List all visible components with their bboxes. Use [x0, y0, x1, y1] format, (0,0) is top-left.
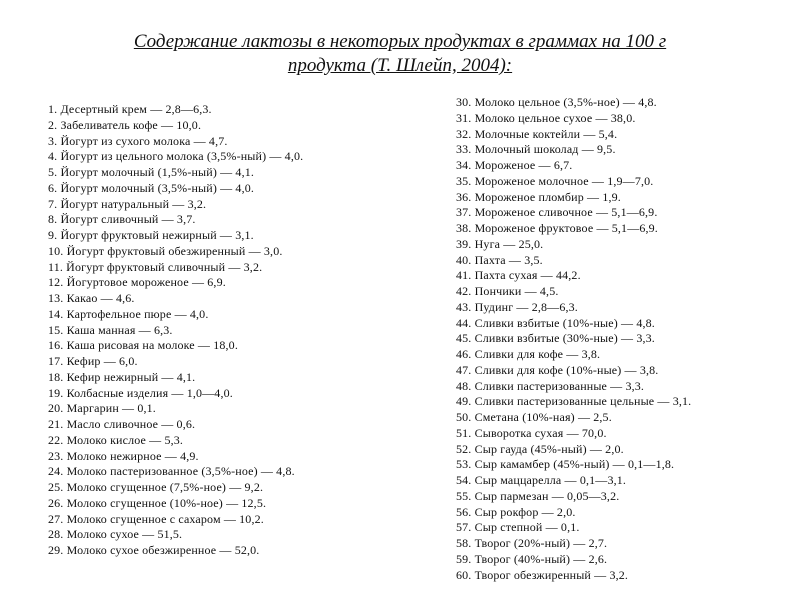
list-item: 51. Сыворотка сухая — 70,0. — [456, 425, 607, 440]
page-title — [0, 30, 800, 78]
list-item: 39. Нуга — 25,0. — [456, 236, 544, 251]
list-item: 6. Йогурт молочный (3,5%-ный) — 4,0. — [48, 180, 255, 195]
list-item: 25. Молоко сгущенное (7,5%-ное) — 9,2. — [48, 480, 264, 494]
list-item: 15. Каша манная — 6,3. — [48, 322, 173, 337]
list-item: 29. Молоко сухое обезжиренное — 52,0. — [48, 543, 260, 557]
list-item: 40. Пахта — 3,5. — [456, 252, 543, 267]
list-item: 45. Сливки взбитые (30%-ные) — 3,3. — [456, 331, 655, 346]
list-item: 37. Мороженое сливочное — 5,1—6,9. — [456, 205, 658, 220]
list-item: 59. Творог (40%-ный) — 2,6. — [456, 551, 608, 566]
list-item: 31. Молоко цельное сухое — 38,0. — [456, 110, 636, 125]
list-item: 54. Сыр маццарелла — 0,1—3,1. — [456, 473, 627, 487]
list-item: 12. Йогуртовое мороженое — 6,9. — [48, 275, 226, 290]
list-item: 36. Мороженое пломбир — 1,9. — [456, 189, 621, 204]
list-item: 24. Молоко пастеризованное (3,5%-ное) — 4,8. — [48, 464, 295, 479]
list-item: 2. Забеливатель кофе — 10,0. — [48, 117, 202, 132]
list-item: 11. Йогурт фруктовый сливочный — 3,2. — [48, 259, 263, 274]
list-item: 7. Йогурт натуральный — 3,2. — [48, 196, 207, 211]
list-item: 50. Сметана (10%-ная) — 2,5. — [456, 410, 612, 424]
list-item: 52. Сыр гауда (45%-ный) — 2,0. — [456, 441, 624, 456]
list-item: 34. Мороженое — 6,7. — [456, 158, 573, 172]
list-item: 20. Маргарин — 0,1. — [48, 401, 156, 416]
list-item: 8. Йогурт сливочный — 3,7. — [48, 212, 196, 227]
list-item: 53. Сыр камамбер (45%-ный) — 0,1—1,8. — [456, 457, 675, 472]
list-item: 5. Йогурт молочный (1,5%-ный) — 4,1. — [48, 165, 255, 179]
list-item: 18. Кефир нежирный — 4,1. — [48, 369, 196, 384]
list-item: 22. Молоко кислое — 5,3. — [48, 432, 184, 447]
list-item: 14. Картофельное пюре — 4,0. — [48, 306, 209, 321]
title-line-2: продукта (Т. Шлейп, 2004): — [287, 55, 513, 76]
list-item: 33. Молочный шоколад — 9,5. — [456, 142, 616, 157]
list-item: 1. Десертный крем — 2,8—6,3. — [48, 102, 212, 116]
list-item: 13. Какао — 4,6. — [48, 291, 135, 305]
list-item: 42. Пончики — 4,5. — [456, 284, 559, 298]
list-item: 35. Мороженое молочное — 1,9—7,0. — [456, 173, 654, 188]
list-item: 47. Сливки для кофе (10%-ные) — 3,8. — [456, 362, 659, 377]
list-item: 41. Пахта сухая — 44,2. — [456, 268, 581, 283]
title-line-1: Содержание лактозы в некоторых продуктах в граммах на 100 г — [133, 31, 667, 52]
list-item: 38. Мороженое фруктовое — 5,1—6,9. — [456, 221, 658, 235]
list-item: 16. Каша рисовая на молоке — 18,0. — [48, 338, 238, 353]
list-item: 28. Молоко сухое — 51,5. — [48, 527, 183, 542]
list-item: 44. Сливки взбитые (10%-ные) — 4,8. — [456, 315, 655, 330]
list-item: 32. Молочные коктейли — 5,4. — [456, 126, 618, 141]
list-item: 58. Творог (20%-ный) — 2,7. — [456, 536, 608, 550]
list-item: 21. Масло сливочное — 0,6. — [48, 417, 196, 431]
list-item: 30. Молоко цельное (3,5%-ное) — 4,8. — [456, 95, 657, 109]
list-item: 49. Сливки пастеризованные цельные — 3,1. — [456, 394, 692, 409]
list-item: 10. Йогурт фруктовый обезжиренный — 3,0. — [48, 243, 283, 258]
list-item: 23. Молоко нежирное — 4,9. — [48, 448, 199, 463]
list-item: 4. Йогурт из цельного молока (3,5%-ный) — 4,0. — [48, 149, 304, 164]
right-column-list — [456, 95, 691, 583]
list-item: 48. Сливки пастеризованные — 3,3. — [456, 378, 645, 393]
list-item: 9. Йогурт фруктовый нежирный — 3,1. — [48, 228, 254, 242]
list-item: 26. Молоко сгущенное (10%-ное) — 12,5. — [48, 495, 267, 510]
left-column-list — [48, 102, 303, 559]
list-item: 43. Пудинг — 2,8—6,3. — [456, 299, 578, 314]
list-item: 17. Кефир — 6,0. — [48, 354, 138, 368]
list-item: 27. Молоко сгущенное с сахаром — 10,2. — [48, 511, 264, 526]
list-item: 19. Колбасные изделия — 1,0—4,0. — [48, 385, 233, 400]
list-item: 57. Сыр степной — 0,1. — [456, 520, 580, 535]
list-item: 60. Творог обезжиренный — 3,2. — [456, 567, 629, 582]
list-item: 56. Сыр рокфор — 2,0. — [456, 504, 576, 519]
list-item: 46. Сливки для кофе — 3,8. — [456, 347, 601, 361]
list-item: 55. Сыр пармезан — 0,05—3,2. — [456, 488, 620, 503]
list-item: 3. Йогурт из сухого молока — 4,7. — [48, 133, 228, 148]
